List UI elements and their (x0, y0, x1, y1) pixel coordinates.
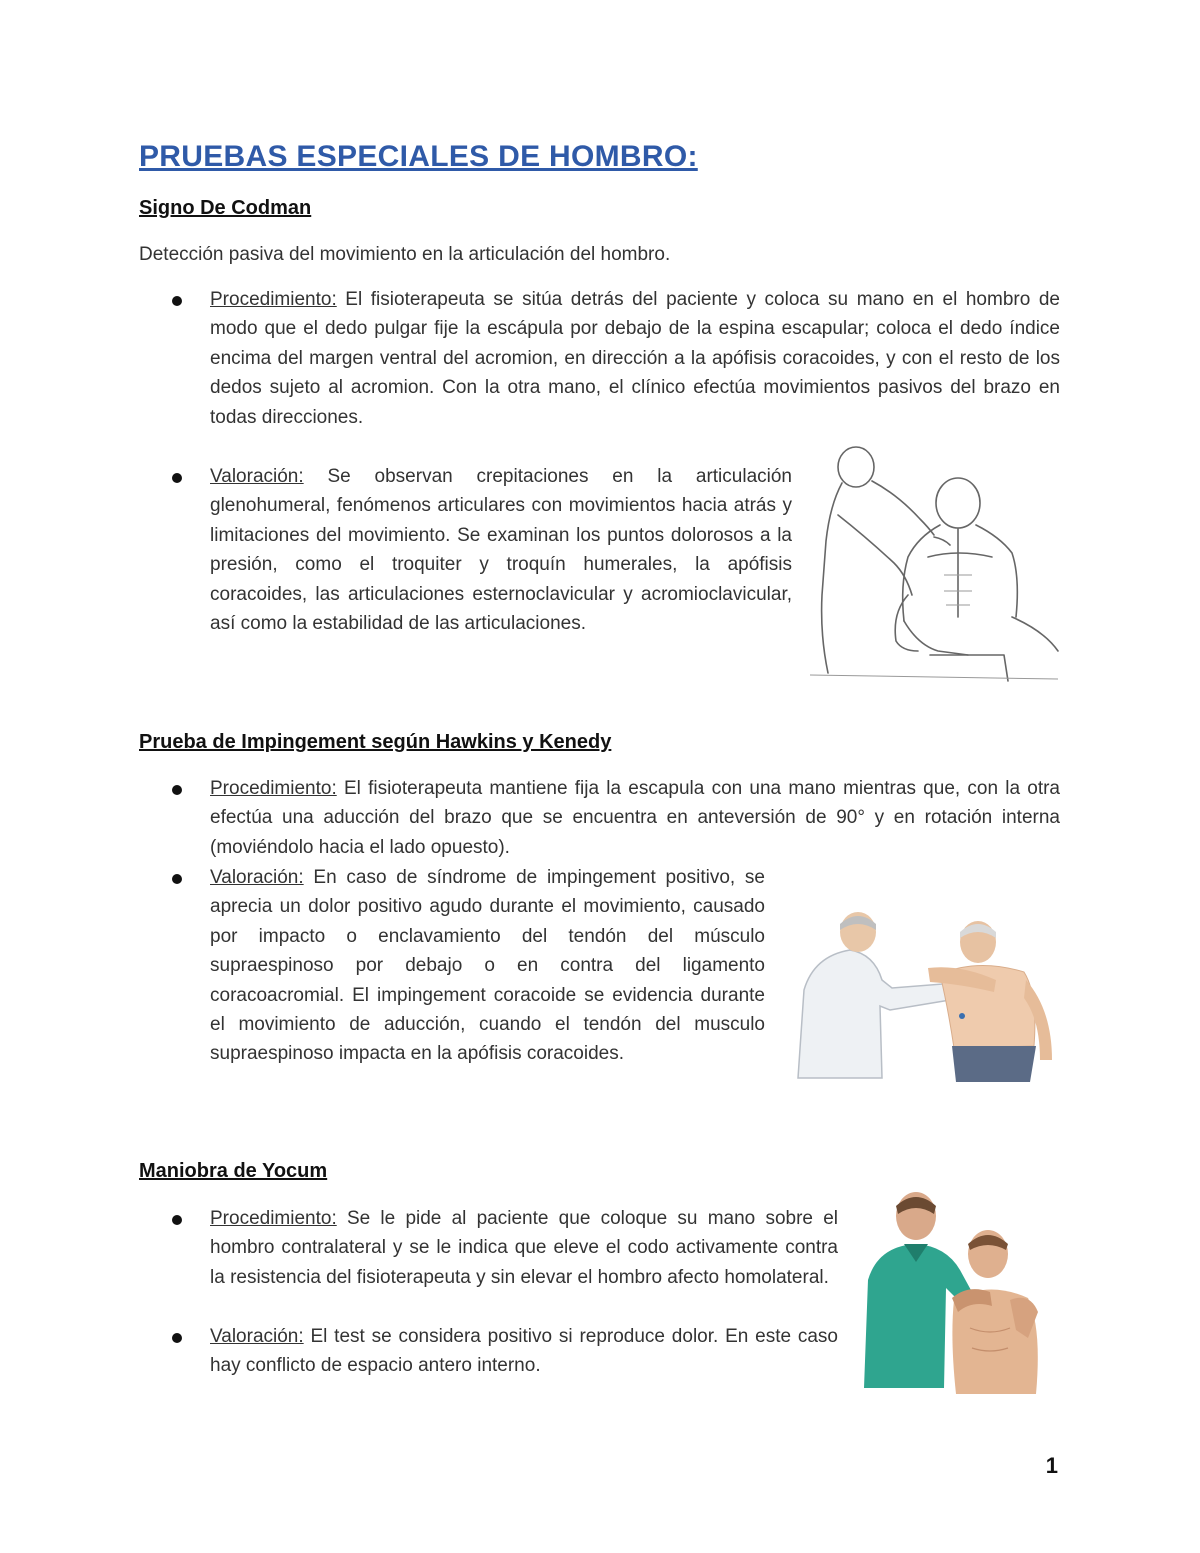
item-text: Se observan crepitaciones en la articulación glenohumeral, fenómenos articulares con movimientos hacia atrás y limitaciones del movimiento. Se examinan los puntos dolorosos a la presión, como el troquiter y troquín humerales, la apófisis coracoides, las articulaciones esternoclavicular y acromioclavicular, así como la estabilidad de las articulaciones. (210, 466, 792, 635)
item-label: Procedimiento: (210, 289, 337, 310)
page-title: PRUEBAS ESPECIALES DE HOMBRO: (139, 140, 698, 173)
codman-procedure (210, 285, 1060, 432)
hawkins-procedure (210, 774, 1060, 862)
page-number: 1 (1045, 1453, 1058, 1478)
item-text: El fisioterapeuta se sitúa detrás del paciente y coloca su mano en el hombro de modo que el dedo pulgar fije la escápula por debajo de la espina escapular; coloca el dedo índice encima del margen ventral del acromion, en dirección a la apófisis coracoides, y con el resto de los dedos sujeto al acromion. Con la otra mano, el clínico efectúa movimientos pasivos del brazo en todas direcciones. (210, 289, 1060, 428)
item-text: El test se considera positivo si reproduce dolor. En este caso hay conflicto de espacio antero interno. (210, 1326, 838, 1377)
codman-test-illustration (808, 445, 1060, 683)
item-label: Valoración: (210, 867, 304, 888)
codman-assessment (210, 462, 792, 638)
item-text: Se le pide al paciente que coloque su mano sobre el hombro contralateral y se le indica que eleve el codo activamente contra la resistencia del fisioterapeuta y sin elevar el hombro afecto homolateral. (210, 1208, 838, 1288)
item-label: Valoración: (210, 1326, 304, 1347)
item-text: El fisioterapeuta mantiene fija la escapula con una mano mientras que, con la otra efectúa una aducción del brazo que se encuentra en anteversión de 90° y en rotación interna (moviéndolo hacia el lado opuesto). (210, 778, 1060, 858)
item-label: Procedimiento: (210, 1208, 337, 1229)
bullet-icon (172, 874, 182, 884)
section-heading-yocum: Maniobra de Yocum (139, 1160, 328, 1182)
bullet-icon (172, 473, 182, 483)
section-heading-codman: Signo De Codman (139, 197, 312, 219)
bullet-icon (172, 785, 182, 795)
bullet-icon (172, 1215, 182, 1225)
hawkins-test-illustration (790, 910, 1062, 1082)
yocum-test-illustration (860, 1188, 1046, 1394)
item-label: Valoración: (210, 466, 304, 487)
yocum-procedure (210, 1204, 838, 1292)
section-heading-hawkins: Prueba de Impingement según Hawkins y Kenedy (139, 731, 612, 753)
section-intro-codman: Detección pasiva del movimiento en la articulación del hombro. (139, 244, 671, 265)
bullet-icon (172, 296, 182, 306)
item-text: En caso de síndrome de impingement positivo, se aprecia un dolor positivo agudo durante el movimiento, causado por impacto o enclavamiento del tendón del músculo supraespinoso por debajo o en contra del ligamento coracoacromial. El impingement coracoide se evidencia durante el movimiento de aducción, cuando el tendón del musculo supraespinoso impacta en la apófisis coracoides. (210, 867, 765, 1065)
yocum-assessment (210, 1322, 838, 1381)
item-label: Procedimiento: (210, 778, 337, 799)
bullet-icon (172, 1333, 182, 1343)
hawkins-assessment (210, 863, 765, 1069)
